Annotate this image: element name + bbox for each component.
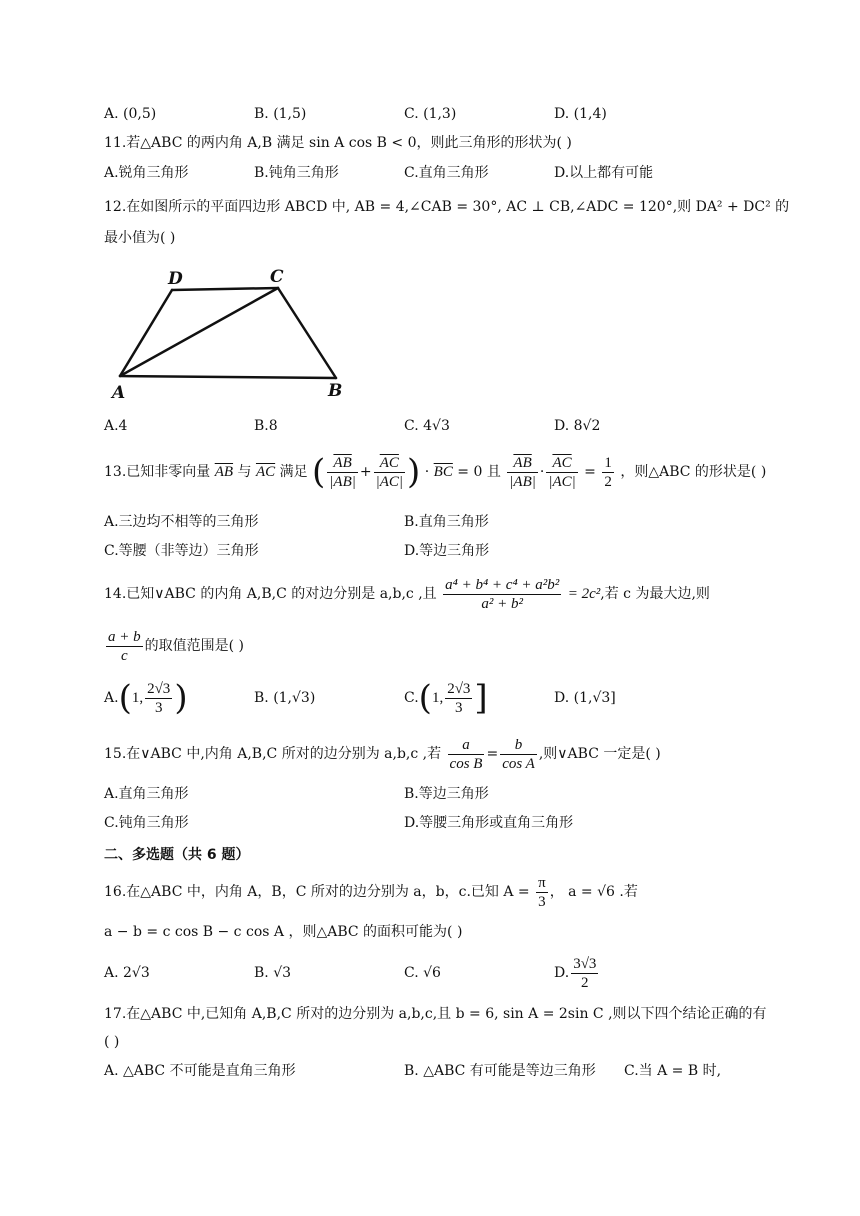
q11-option-a: A.锐角三角形 [104, 165, 189, 181]
q13-and: 与 [237, 464, 252, 480]
q14-stem-line2 [104, 626, 244, 666]
q11-stem: 11.若△ABC 的两内角 A,B 满足 sin A cos B < 0，则此三角形的形状为( ) [104, 135, 572, 151]
q17-stem-line1: 17.在△ABC 中,已知角 A,B,C 所对的边分别为 a,b,c,且 b = 6, sin A = 2sin C ,则以下四个结论正确的有 [104, 1006, 767, 1022]
q15-tail: ,则∨ABC 一定是( ) [538, 746, 661, 762]
q13-prefix: 13.已知非零向量 [104, 464, 211, 480]
figure-label-a: A [112, 383, 126, 403]
q16-option-c: C. √6 [404, 965, 441, 981]
q15-f2-num: b [500, 736, 537, 755]
q16-stem-line1 [104, 872, 638, 912]
q10-option-c: C. (1,3) [404, 106, 457, 122]
q10-option-b: B. (1,5) [254, 106, 307, 122]
q13-vector-ac: $\overline{AC}$ [255, 464, 276, 480]
q10-option-a: A. (0,5) [104, 106, 157, 122]
q15-option-c: C.钝角三角形 [104, 815, 189, 831]
q17-option-a: A. △ABC 不可能是直角三角形 [104, 1063, 296, 1079]
q15-f2-den: cos A [502, 755, 535, 772]
q11-option-c: C.直角三角形 [404, 165, 489, 181]
q16-prefix: 16.在△ABC 中，内角 A，B，C 所对的边分别为 a，b，c.已知 A = [104, 884, 530, 900]
q13-unit-ab-den: |AB| [329, 473, 356, 490]
q16-pi-den: 3 [538, 893, 546, 910]
q13-option-b: B.直角三角形 [404, 514, 489, 530]
q11-option-d: D.以上都有可能 [554, 165, 654, 181]
q12-option-b: B.8 [254, 418, 278, 434]
q15-stem: 15.在∨ABC 中,内角 A,B,C 所对的边分别为 a,b,c ,若 $\frac{a}{\text{cos B}}$ = $\frac{b}{\text{cos A}}$ ,则∨ABC 一定是( ) [104, 736, 661, 772]
q15-f1-num: a [448, 736, 485, 755]
figure-label-c: C [270, 267, 284, 287]
q17-option-b: B. △ABC 有可能是等边三角形 [404, 1063, 596, 1079]
q14-frac-den: a² + b² [481, 595, 523, 612]
q13-tail: ，则△ABC 的形状是( ) [620, 464, 767, 480]
q13-option-a: A.三边均不相等的三角形 [104, 514, 259, 530]
section2-title: 二、多选题（共 6 题） [104, 847, 250, 863]
figure-label-d: D [168, 269, 183, 289]
q12-stem-line2: 最小值为( ) [104, 230, 176, 246]
q13-eq0: = 0 且 [457, 464, 501, 480]
q16-mid: ， a = √6 .若 [549, 884, 638, 900]
q13-half-num: 1 [604, 454, 612, 471]
figure-label-b: B [328, 381, 343, 401]
quadrilateral-figure [104, 262, 356, 404]
q14-stem-line1 [104, 574, 710, 614]
q14-frac2-den: c [120, 647, 128, 664]
q15-prefix: 15.在∨ABC 中,内角 A,B,C 所对的边分别为 a,b,c ,若 [104, 746, 442, 762]
q16-option-a: A. 2√3 [104, 965, 150, 981]
q13-unit-ac-den: |AC| [375, 473, 404, 490]
q14-rhs: = 2c² [567, 586, 601, 602]
q15-option-d: D.等腰三角形或直角三角形 [404, 815, 574, 831]
q16-pi-num: π [538, 874, 546, 891]
q12-option-d: D. 8√2 [554, 418, 601, 434]
q14-prefix: 14.已知∨ABC 的内角 A,B,C 的对边分别是 a,b,c ,且 [104, 586, 437, 602]
q15-option-b: B.等边三角形 [404, 786, 489, 802]
q12-option-c: C. 4√3 [404, 418, 450, 434]
q17-option-c: C.当 A = B 时, [624, 1063, 722, 1079]
q15-f1-den: cos B [449, 755, 483, 772]
q13-unit-ab-num: $\overline{AB}$ [327, 454, 358, 473]
q13-option-c: C.等腰（非等边）三角形 [104, 543, 259, 559]
q13-vector-ab: $\overline{AB}$ [214, 464, 234, 480]
q14-option-d: D. (1,√3] [554, 690, 616, 706]
q16-stem-line2: a − b = c cos B − c cos A ，则△ABC 的面积可能为( ) [104, 924, 463, 940]
q13-half-den: 2 [604, 473, 612, 490]
q14-frac2-num: a + b [108, 628, 141, 645]
q13-option-d: D.等边三角形 [404, 543, 490, 559]
q17-stem-line2: ( ) [104, 1034, 120, 1050]
q12-stem-line1: 12.在如图所示的平面四边形 ABCD 中, AB = 4,∠CAB = 30°, AC ⊥ CB,∠ADC = 120°,则 DA² + DC² 的 [104, 199, 790, 215]
q12-option-a: A.4 [104, 418, 128, 434]
q10-option-d: D. (1,4) [554, 106, 607, 122]
q14-tail2: 的取值范围是( ) [144, 638, 244, 654]
q14-tail: ,若 c 为最大边,则 [600, 586, 710, 602]
q13-unit-ac-num: $\overline{AC}$ [374, 454, 405, 473]
q15-option-a: A.直角三角形 [104, 786, 189, 802]
q16-option-b: B. √3 [254, 965, 292, 981]
q14-option-c: C.(1, $\frac{2√3}{3}$ ] [404, 678, 488, 718]
q13-stem: 13.已知非零向量 $\overline{AB}$ 与 $\overline{AC}$ 满足 ( $\frac{\overline{AB}}{|AB|}$ + $\frac{\overline{AC}}{|AC|}$ ) · $\overline{BC} = 0$ 且 $\frac{\overline{AB}}{|AB|}$ · $\frac{\overline{AC}}{|AC|}$ = $\frac{1}{2}$ ，则△ABC 的形状是( ) [104, 452, 767, 492]
q14-option-a: A.(1, $\frac{2√3}{3}$ ) [104, 678, 188, 718]
q13-satisfy: 满足 [279, 464, 308, 480]
q11-option-b: B.钝角三角形 [254, 165, 339, 181]
q14-frac-num: a⁴ + b⁴ + c⁴ + a²b² [445, 576, 560, 593]
q13-vector-bc: $\overline{BC}$ [433, 464, 453, 480]
q14-option-b: B. (1,√3) [254, 690, 316, 706]
q16-option-d: D. $\frac{3√3}{2}$ [554, 955, 597, 991]
